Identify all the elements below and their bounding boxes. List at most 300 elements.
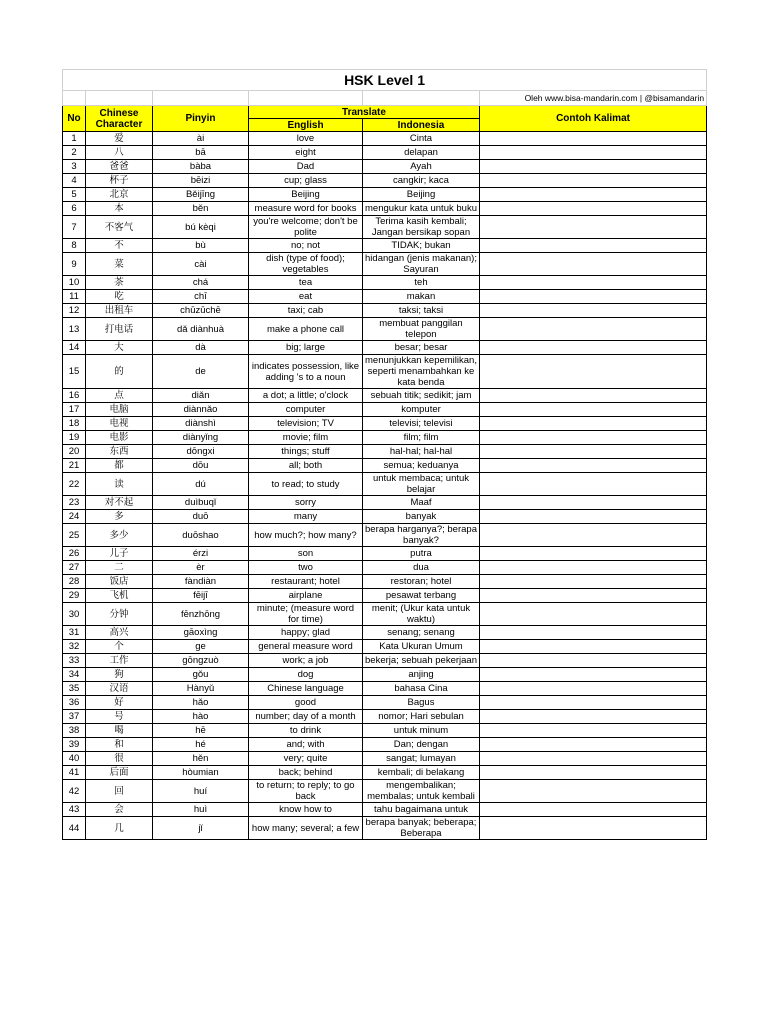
cell-example [480,696,707,710]
table-row [63,318,707,341]
cell-hanzi: 会 [86,803,153,817]
cell-hanzi: 东西 [86,445,153,459]
cell-indonesia: untuk membaca; untuk belajar [363,473,480,496]
cell-hanzi: 狗 [86,668,153,682]
cell-example [480,290,707,304]
cell-indonesia: delapan [363,146,480,160]
table-row [63,561,707,575]
cell-hanzi: 饭店 [86,575,153,589]
cell-pinyin: dǎ diànhuà [153,318,249,341]
table-row [63,524,707,547]
cell-pinyin: gāoxìng [153,626,249,640]
cell-indonesia: mengukur kata untuk buku [363,202,480,216]
cell-example [480,160,707,174]
cell-hanzi: 爱 [86,132,153,146]
cell-no: 7 [63,216,86,239]
cell-no: 1 [63,132,86,146]
cell-indonesia: hal-hal; hal-hal [363,445,480,459]
cell-indonesia: besar; besar [363,341,480,355]
cell-example [480,510,707,524]
cell-indonesia: Bagus [363,696,480,710]
table-row [63,817,707,840]
cell-hanzi: 大 [86,341,153,355]
cell-example [480,132,707,146]
cell-example [480,817,707,840]
cell-pinyin: hē [153,724,249,738]
header-english: English [249,119,363,132]
cell-indonesia: restoran; hotel [363,575,480,589]
table-row [63,341,707,355]
cell-no: 22 [63,473,86,496]
cell-example [480,738,707,752]
cell-english: work; a job [249,654,363,668]
cell-pinyin: chī [153,290,249,304]
header-pinyin: Pinyin [153,106,249,132]
header-no: No [63,106,86,132]
cell-pinyin: hěn [153,752,249,766]
cell-hanzi: 儿子 [86,547,153,561]
cell-english: television; TV [249,417,363,431]
cell-no: 2 [63,146,86,160]
cell-no: 17 [63,403,86,417]
cell-hanzi: 汉语 [86,682,153,696]
cell-hanzi: 茶 [86,276,153,290]
cell-indonesia: banyak [363,510,480,524]
cell-english: big; large [249,341,363,355]
cell-indonesia: TIDAK; bukan [363,239,480,253]
table-row [63,459,707,473]
cell-pinyin: huí [153,780,249,803]
cell-hanzi: 本 [86,202,153,216]
cell-pinyin: hé [153,738,249,752]
cell-indonesia: televisi; televisi [363,417,480,431]
cell-hanzi: 和 [86,738,153,752]
cell-example [480,575,707,589]
table-row [63,174,707,188]
table-row [63,682,707,696]
table-row [63,766,707,780]
cell-hanzi: 很 [86,752,153,766]
cell-no: 23 [63,496,86,510]
cell-no: 11 [63,290,86,304]
table-row [63,216,707,239]
cell-indonesia: taksi; taksi [363,304,480,318]
cell-pinyin: de [153,355,249,389]
table-row [63,724,707,738]
cell-english: to drink [249,724,363,738]
cell-pinyin: fēnzhōng [153,603,249,626]
cell-indonesia: dua [363,561,480,575]
cell-indonesia: teh [363,276,480,290]
table-row [63,803,707,817]
cell-hanzi: 的 [86,355,153,389]
cell-english: son [249,547,363,561]
cell-english: how many; several; a few [249,817,363,840]
cell-english: indicates possession, like adding 's to a noun [249,355,363,389]
cell-pinyin: bú kèqi [153,216,249,239]
table-row [63,510,707,524]
cell-indonesia: kembali; di belakang [363,766,480,780]
cell-example [480,603,707,626]
table-row [63,575,707,589]
cell-no: 3 [63,160,86,174]
cell-no: 28 [63,575,86,589]
table-row [63,253,707,276]
cell-no: 8 [63,239,86,253]
cell-pinyin: ài [153,132,249,146]
cell-example [480,524,707,547]
cell-no: 19 [63,431,86,445]
table-row [63,355,707,389]
cell-english: tea [249,276,363,290]
cell-no: 6 [63,202,86,216]
cell-indonesia: Ayah [363,160,480,174]
cell-example [480,589,707,603]
cell-hanzi: 打电话 [86,318,153,341]
cell-indonesia: Dan; dengan [363,738,480,752]
cell-hanzi: 二 [86,561,153,575]
cell-indonesia: hidangan (jenis makanan); Sayuran [363,253,480,276]
table-row [63,304,707,318]
cell-pinyin: bēizi [153,174,249,188]
cell-no: 12 [63,304,86,318]
cell-pinyin: hǎo [153,696,249,710]
cell-hanzi: 吃 [86,290,153,304]
cell-example [480,216,707,239]
cell-indonesia: bekerja; sebuah pekerjaan [363,654,480,668]
table-row [63,473,707,496]
cell-pinyin: ge [153,640,249,654]
cell-no: 16 [63,389,86,403]
cell-no: 31 [63,626,86,640]
cell-example [480,318,707,341]
cell-pinyin: jǐ [153,817,249,840]
cell-no: 37 [63,710,86,724]
cell-no: 25 [63,524,86,547]
cell-no: 34 [63,668,86,682]
cell-pinyin: diànshì [153,417,249,431]
cell-no: 42 [63,780,86,803]
cell-hanzi: 回 [86,780,153,803]
table-row [63,738,707,752]
table-row [63,239,707,253]
cell-indonesia: berapa harganya?; berapa banyak? [363,524,480,547]
cell-english: measure word for books [249,202,363,216]
table-row [63,547,707,561]
cell-pinyin: bù [153,239,249,253]
cell-indonesia: menunjukkan kepemilikan, seperti menambahkan ke kata benda [363,355,480,389]
header-chinese: Chinese Character [86,106,153,132]
cell-hanzi: 喝 [86,724,153,738]
credit-text: Oleh www.bisa-mandarin.com | @bisamandarin [480,91,707,106]
spreadsheet [62,69,706,840]
cell-pinyin: bàba [153,160,249,174]
cell-english: dog [249,668,363,682]
cell-example [480,389,707,403]
cell-english: a dot; a little; o'clock [249,389,363,403]
cell-hanzi: 八 [86,146,153,160]
cell-example [480,403,707,417]
cell-english: you're welcome; don't be polite [249,216,363,239]
cell-hanzi: 点 [86,389,153,403]
table-row [63,403,707,417]
cell-pinyin: chūzūchē [153,304,249,318]
cell-english: things; stuff [249,445,363,459]
cell-no: 36 [63,696,86,710]
cell-hanzi: 对不起 [86,496,153,510]
table-row [63,445,707,459]
cell-pinyin: èr [153,561,249,575]
cell-english: no; not [249,239,363,253]
cell-hanzi: 杯子 [86,174,153,188]
cell-no: 21 [63,459,86,473]
cell-no: 39 [63,738,86,752]
cell-pinyin: hào [153,710,249,724]
cell-pinyin: dú [153,473,249,496]
cell-hanzi: 工作 [86,654,153,668]
cell-hanzi: 不客气 [86,216,153,239]
cell-indonesia: membuat panggilan telepon [363,318,480,341]
table-row [63,132,707,146]
cell-hanzi: 爸爸 [86,160,153,174]
cell-indonesia: film; film [363,431,480,445]
table-row [63,654,707,668]
cell-no: 15 [63,355,86,389]
cell-no: 5 [63,188,86,202]
cell-pinyin: huì [153,803,249,817]
cell-hanzi: 电视 [86,417,153,431]
cell-indonesia: sangat; lumayan [363,752,480,766]
cell-example [480,146,707,160]
cell-example [480,626,707,640]
cell-pinyin: gǒu [153,668,249,682]
cell-example [480,304,707,318]
cell-pinyin: duōshao [153,524,249,547]
cell-english: sorry [249,496,363,510]
cell-hanzi: 出租车 [86,304,153,318]
cell-hanzi: 号 [86,710,153,724]
cell-example [480,803,707,817]
cell-indonesia: Beijing [363,188,480,202]
cell-hanzi: 多 [86,510,153,524]
cell-no: 27 [63,561,86,575]
cell-indonesia: untuk minum [363,724,480,738]
cell-pinyin: dōngxi [153,445,249,459]
table-row [63,752,707,766]
cell-english: know how to [249,803,363,817]
cell-example [480,654,707,668]
cell-english: number; day of a month [249,710,363,724]
cell-english: good [249,696,363,710]
cell-example [480,724,707,738]
cell-no: 14 [63,341,86,355]
cell-pinyin: diǎn [153,389,249,403]
cell-english: eight [249,146,363,160]
cell-example [480,459,707,473]
table-row [63,780,707,803]
cell-pinyin: chá [153,276,249,290]
cell-pinyin: Hànyǔ [153,682,249,696]
table-row [63,668,707,682]
cell-indonesia: tahu bagaimana untuk [363,803,480,817]
table-row [63,276,707,290]
cell-english: love [249,132,363,146]
cell-hanzi: 都 [86,459,153,473]
header-example: Contoh Kalimat [480,106,707,132]
table-row [63,389,707,403]
cell-english: how much?; how many? [249,524,363,547]
cell-example [480,766,707,780]
cell-no: 13 [63,318,86,341]
cell-example [480,188,707,202]
cell-english: cup; glass [249,174,363,188]
vocab-table [62,69,707,840]
cell-example [480,355,707,389]
cell-indonesia: Kata Ukuran Umum [363,640,480,654]
table-row [63,417,707,431]
cell-english: very; quite [249,752,363,766]
cell-english: back; behind [249,766,363,780]
cell-english: dish (type of food); vegetables [249,253,363,276]
cell-example [480,640,707,654]
cell-indonesia: Maaf [363,496,480,510]
table-row [63,603,707,626]
cell-indonesia: Cinta [363,132,480,146]
cell-example [480,547,707,561]
cell-english: all; both [249,459,363,473]
cell-english: make a phone call [249,318,363,341]
cell-example [480,710,707,724]
cell-no: 40 [63,752,86,766]
cell-example [480,174,707,188]
cell-indonesia: anjing [363,668,480,682]
cell-hanzi: 飞机 [86,589,153,603]
cell-pinyin: hòumian [153,766,249,780]
header-translate: Translate [249,106,480,119]
cell-example [480,473,707,496]
cell-example [480,341,707,355]
cell-english: to read; to study [249,473,363,496]
cell-no: 10 [63,276,86,290]
cell-example [480,239,707,253]
table-row [63,290,707,304]
cell-hanzi: 高兴 [86,626,153,640]
cell-pinyin: cài [153,253,249,276]
table-row [63,710,707,724]
cell-english: to return; to reply; to go back [249,780,363,803]
cell-hanzi: 好 [86,696,153,710]
table-row [63,188,707,202]
cell-english: Chinese language [249,682,363,696]
cell-hanzi: 电影 [86,431,153,445]
cell-example [480,253,707,276]
cell-hanzi: 多少 [86,524,153,547]
cell-example [480,202,707,216]
cell-no: 18 [63,417,86,431]
cell-example [480,682,707,696]
cell-english: eat [249,290,363,304]
cell-no: 43 [63,803,86,817]
cell-english: movie; film [249,431,363,445]
cell-no: 29 [63,589,86,603]
cell-english: restaurant; hotel [249,575,363,589]
cell-hanzi: 不 [86,239,153,253]
cell-english: general measure word [249,640,363,654]
cell-indonesia: semua; keduanya [363,459,480,473]
cell-no: 9 [63,253,86,276]
cell-no: 35 [63,682,86,696]
cell-no: 32 [63,640,86,654]
cell-indonesia: komputer [363,403,480,417]
cell-english: Dad [249,160,363,174]
cell-pinyin: duō [153,510,249,524]
cell-hanzi: 菜 [86,253,153,276]
cell-pinyin: bā [153,146,249,160]
cell-hanzi: 个 [86,640,153,654]
page-title: HSK Level 1 [63,70,707,91]
table-row [63,431,707,445]
cell-pinyin: diànyǐng [153,431,249,445]
cell-indonesia: Terima kasih kembali; Jangan bersikap sopan [363,216,480,239]
table-row [63,626,707,640]
cell-example [480,752,707,766]
cell-hanzi: 读 [86,473,153,496]
cell-indonesia: makan [363,290,480,304]
cell-example [480,668,707,682]
cell-pinyin: fēijī [153,589,249,603]
cell-pinyin: dà [153,341,249,355]
cell-no: 44 [63,817,86,840]
cell-hanzi: 几 [86,817,153,840]
cell-pinyin: běn [153,202,249,216]
cell-english: computer [249,403,363,417]
cell-indonesia: pesawat terbang [363,589,480,603]
cell-no: 30 [63,603,86,626]
cell-english: many [249,510,363,524]
cell-indonesia: nomor; Hari sebulan [363,710,480,724]
cell-hanzi: 分钟 [86,603,153,626]
cell-no: 4 [63,174,86,188]
cell-pinyin: fàndiàn [153,575,249,589]
cell-english: and; with [249,738,363,752]
cell-pinyin: érzi [153,547,249,561]
cell-no: 41 [63,766,86,780]
cell-pinyin: Běijīng [153,188,249,202]
cell-english: airplane [249,589,363,603]
cell-indonesia: senang; senang [363,626,480,640]
cell-example [480,431,707,445]
cell-example [480,445,707,459]
cell-example [480,417,707,431]
cell-indonesia: sebuah titik; sedikit; jam [363,389,480,403]
cell-example [480,496,707,510]
cell-hanzi: 电脑 [86,403,153,417]
table-body [63,132,707,840]
cell-example [480,561,707,575]
cell-no: 24 [63,510,86,524]
cell-english: happy; glad [249,626,363,640]
cell-english: minute; (measure word for time) [249,603,363,626]
cell-english: taxi; cab [249,304,363,318]
cell-hanzi: 北京 [86,188,153,202]
cell-indonesia: cangkir; kaca [363,174,480,188]
cell-pinyin: gōngzuò [153,654,249,668]
table-row [63,146,707,160]
table-row [63,160,707,174]
cell-no: 33 [63,654,86,668]
cell-english: Beijing [249,188,363,202]
cell-pinyin: diànnǎo [153,403,249,417]
